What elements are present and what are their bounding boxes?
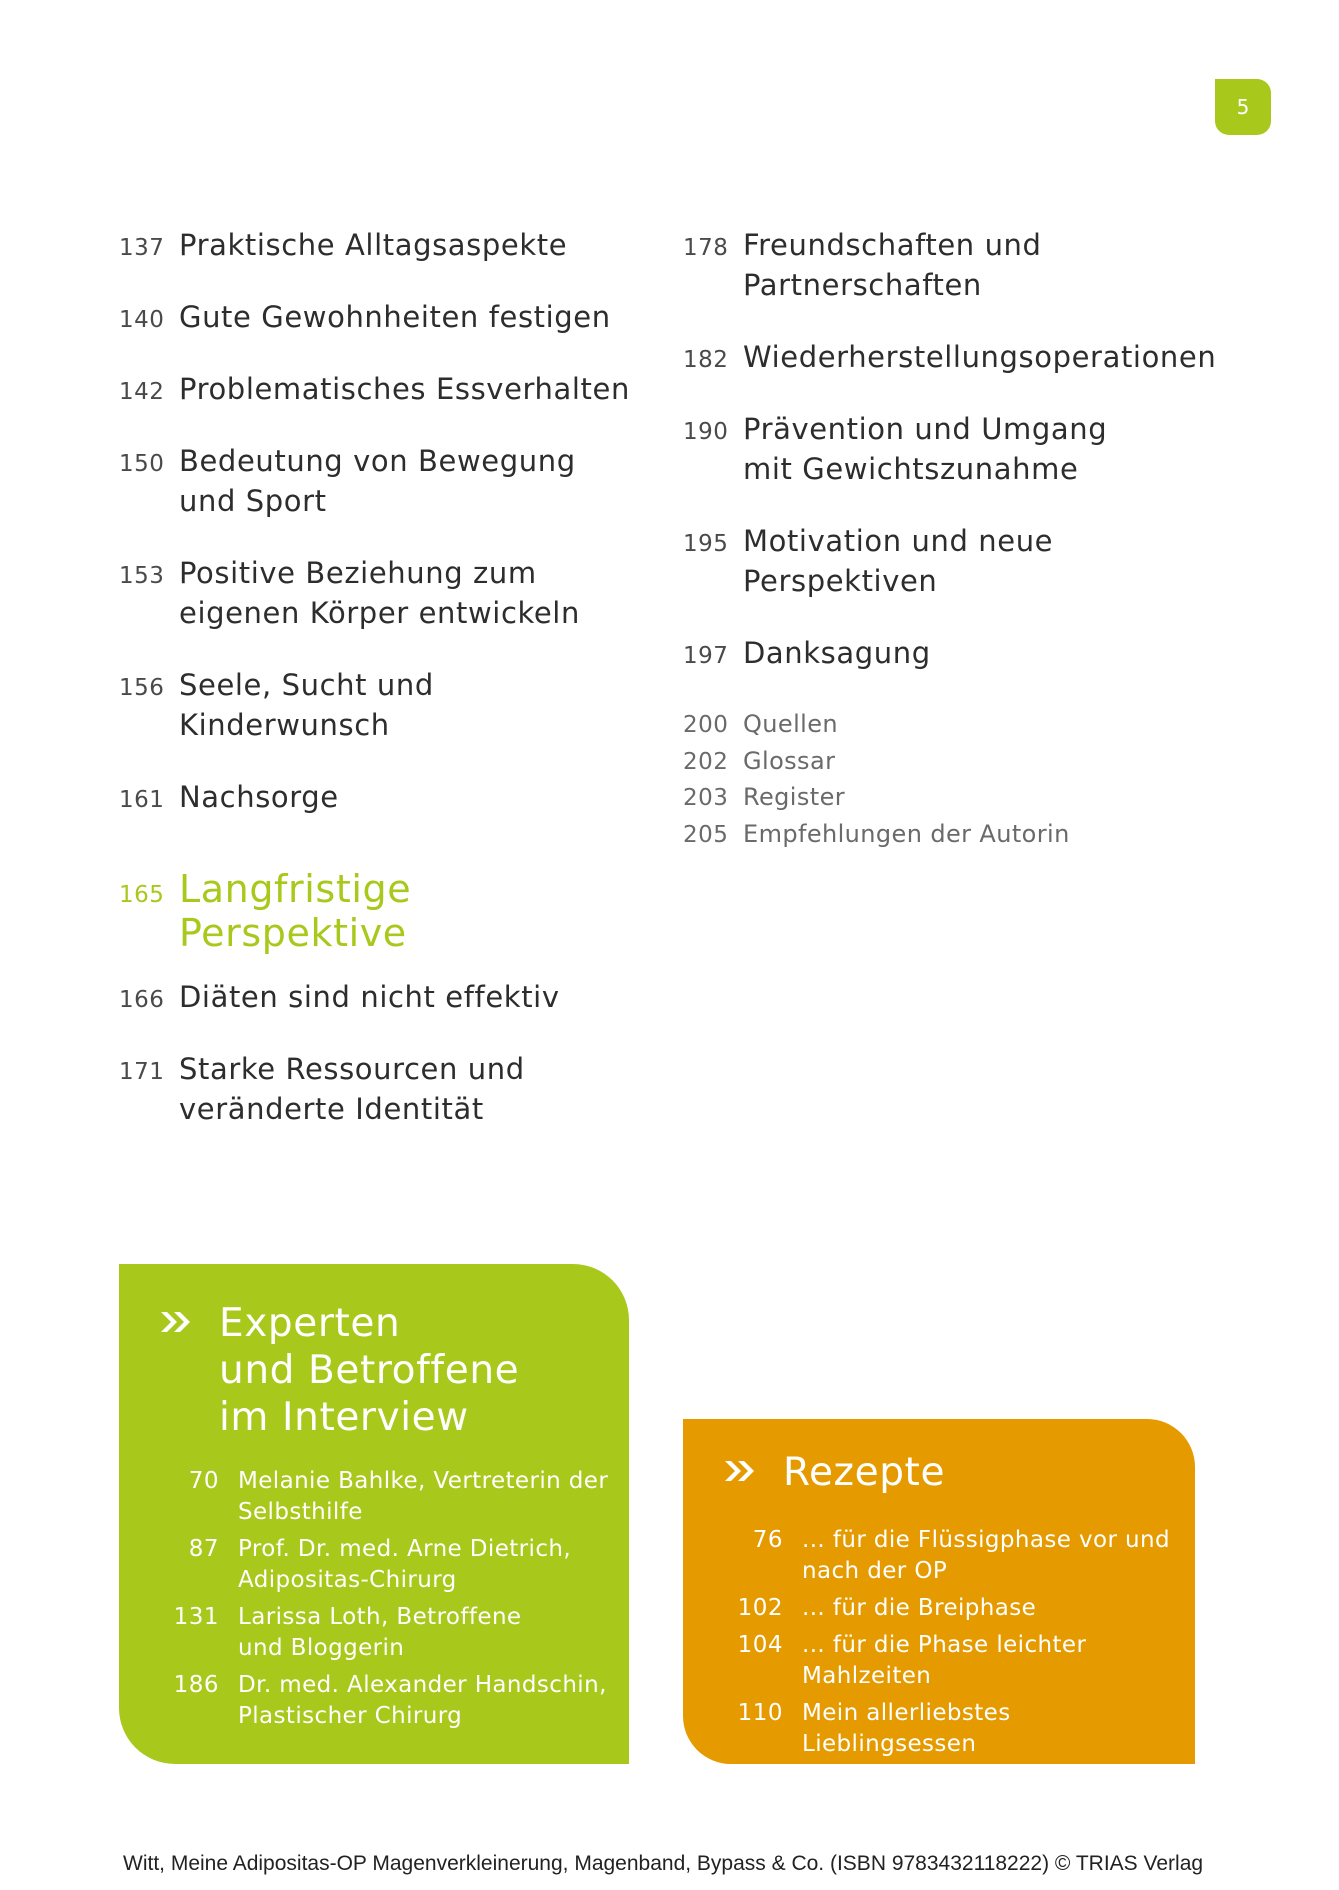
interview-page-number: 70: [188, 1468, 219, 1494]
toc-title: Starke Ressourcen und veränderte Identität: [179, 1052, 525, 1126]
interview-item[interactable]: [159, 1534, 619, 1596]
toc-entry[interactable]: [119, 777, 639, 817]
toc-title: Diäten sind nicht effektiv: [179, 980, 560, 1014]
toc-page-number: 178: [683, 235, 729, 261]
toc-title: Motivation und neue Perspektiven: [743, 524, 1054, 598]
recipe-item[interactable]: [723, 1525, 1183, 1587]
recipe-item[interactable]: [723, 1698, 1183, 1760]
interview-item[interactable]: [159, 1670, 619, 1732]
page-number-badge: 5: [1215, 79, 1271, 135]
appendix-title: Quellen: [743, 710, 838, 738]
appendix-entry[interactable]: [683, 820, 1243, 857]
toc-title: Seele, Sucht und Kinderwunsch: [179, 668, 434, 742]
recipe-text: ... für die Flüssigphase vor und nach der OP: [802, 1527, 1171, 1584]
appendix-title: Glossar: [743, 746, 836, 775]
toc-title: Bedeutung von Bewegung und Sport: [179, 444, 576, 518]
recipe-item[interactable]: [723, 1630, 1183, 1692]
toc-appendix: [683, 710, 1243, 856]
recipe-page-number: 104: [737, 1632, 783, 1658]
recipe-text: ... für die Phase leichter Mahlzeiten: [802, 1632, 1087, 1689]
double-chevron-icon: [723, 1459, 757, 1483]
recipe-text: Mein allerliebstes Lieblingsessen: [802, 1700, 1011, 1757]
appendix-page-number: 202: [683, 748, 729, 775]
recipes-list: [723, 1525, 1183, 1766]
toc-page-number: 171: [119, 1059, 165, 1085]
appendix-title: Register: [743, 783, 846, 811]
toc-title: Nachsorge: [179, 780, 339, 814]
toc-entry[interactable]: [119, 369, 639, 409]
toc-entry[interactable]: [119, 977, 639, 1017]
interview-page-number: 131: [173, 1604, 219, 1630]
recipes-header: [723, 1449, 945, 1496]
recipe-item[interactable]: [723, 1593, 1183, 1624]
interview-page-number: 186: [173, 1672, 219, 1698]
interviews-box: [119, 1264, 629, 1764]
recipe-text: ... für die Breiphase: [802, 1595, 1037, 1621]
interview-text: Melanie Bahlke, Vertreterin der Selbsthilfe: [238, 1468, 609, 1525]
toc-page-number: 197: [683, 643, 729, 669]
recipe-page-number: 76: [752, 1527, 783, 1553]
recipes-box: [683, 1419, 1195, 1764]
recipe-page-number: 110: [737, 1700, 783, 1726]
interviews-list: [159, 1466, 619, 1738]
appendix-entry[interactable]: [683, 710, 1243, 747]
toc-page-number: 161: [119, 787, 165, 813]
toc-page-number: 150: [119, 451, 165, 477]
toc-page-number: 195: [683, 531, 729, 557]
interview-text: Prof. Dr. med. Arne Dietrich, Adipositas-Chirurg: [238, 1536, 572, 1593]
toc-entry[interactable]: [683, 409, 1243, 489]
toc-entry[interactable]: [683, 225, 1243, 305]
toc-chapter-title: Langfristige Perspektive: [179, 867, 412, 955]
toc-right-column: [683, 225, 1243, 705]
toc-entry[interactable]: [119, 441, 639, 521]
toc-title: Positive Beziehung zum eigenen Körper entwickeln: [179, 556, 580, 630]
toc-page-number: 140: [119, 307, 165, 333]
interview-text: Larissa Loth, Betroffene und Bloggerin: [238, 1604, 522, 1661]
interview-text: Dr. med. Alexander Handschin, Plastischer Chirurg: [238, 1672, 607, 1729]
interviews-title: [219, 1300, 519, 1441]
footer-citation: Witt, Meine Adipositas-OP Magenverkleinerung, Magenband, Bypass & Co. (ISBN 9783432118222) © TRIAS Verlag: [123, 1852, 1204, 1875]
interviews-header: [159, 1300, 519, 1441]
toc-page-number: 166: [119, 987, 165, 1013]
appendix-entry[interactable]: [683, 747, 1243, 784]
appendix-page-number: 203: [683, 785, 729, 811]
toc-page-number: 165: [119, 882, 165, 908]
toc-entry[interactable]: [119, 225, 639, 265]
toc-page-number: 156: [119, 675, 165, 701]
toc-entry[interactable]: [119, 1049, 639, 1129]
appendix-entry[interactable]: [683, 783, 1243, 820]
toc-title: Wiederherstellungsoperationen: [743, 340, 1217, 374]
toc-entry[interactable]: [683, 633, 1243, 673]
toc-left-column: [119, 225, 639, 1161]
toc-page-number: 153: [119, 563, 165, 589]
toc-title: Danksagung: [743, 636, 931, 670]
appendix-page-number: 205: [683, 821, 729, 848]
interview-item[interactable]: [159, 1466, 619, 1528]
toc-title: Problematisches Essverhalten: [179, 372, 630, 406]
title-line: Experten: [219, 1301, 401, 1346]
toc-chapter-heading[interactable]: [119, 867, 639, 955]
toc-entry[interactable]: [119, 665, 639, 745]
toc-page-number: 142: [119, 379, 165, 405]
interview-item[interactable]: [159, 1602, 619, 1664]
recipes-title: Rezepte: [783, 1450, 946, 1495]
toc-entry[interactable]: [683, 337, 1243, 377]
toc-title: Freundschaften und Partnerschaften: [743, 228, 1042, 302]
recipe-page-number: 102: [737, 1595, 783, 1621]
title-line: und Betroffene: [219, 1348, 520, 1393]
toc-title: Prävention und Umgang mit Gewichtszunahme: [743, 412, 1108, 486]
toc-entry[interactable]: [119, 553, 639, 633]
double-chevron-icon: [159, 1310, 193, 1334]
toc-title: Gute Gewohnheiten festigen: [179, 300, 611, 334]
interview-page-number: 87: [188, 1536, 219, 1562]
toc-page-number: 137: [119, 235, 165, 261]
appendix-title: Empfehlungen der Autorin: [743, 819, 1070, 848]
title-line: im Interview: [219, 1395, 469, 1440]
toc-page-number: 182: [683, 347, 729, 373]
toc-page-number: 190: [683, 419, 729, 445]
toc-title: Praktische Alltagsaspekte: [179, 228, 568, 262]
toc-entry[interactable]: [119, 297, 639, 337]
appendix-page-number: 200: [683, 712, 729, 738]
toc-entry[interactable]: [683, 521, 1243, 601]
